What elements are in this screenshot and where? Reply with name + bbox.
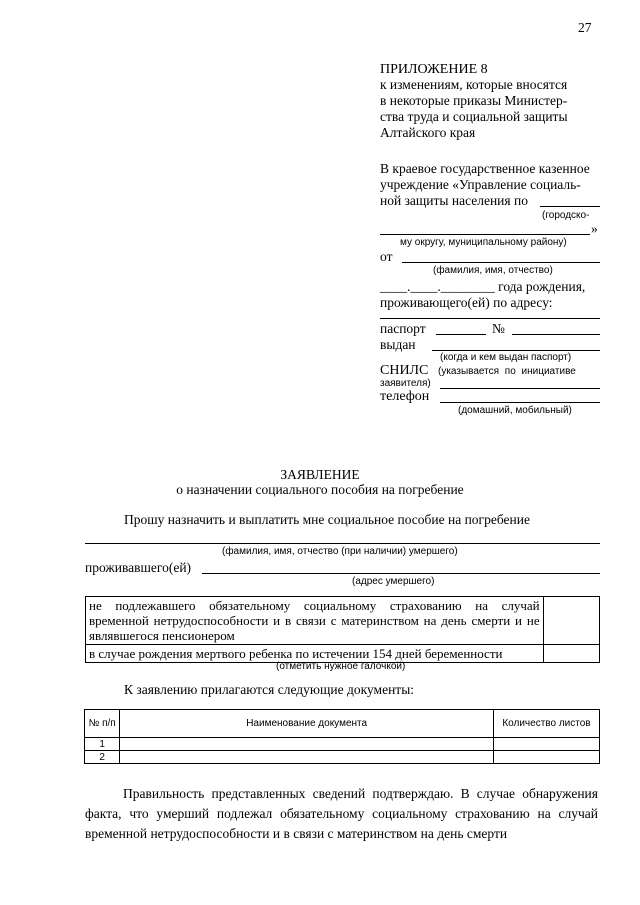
option-1-text: не подлежавшего обязательному социальному страхованию на случай временной нетрудоспособности и в связи с материнством на день смерти и не являвшегося пенсионером bbox=[86, 597, 544, 645]
table-row bbox=[85, 751, 600, 764]
from-label: от bbox=[380, 249, 393, 264]
confirmation-paragraph: Правильность представленных сведений подтверждаю. В случае обнаружения факта, что умерший подлежал обязательному социальному страхованию на случай временной нетрудоспособности и в связи с материнством на день смерти bbox=[85, 786, 598, 841]
row-document-name[interactable] bbox=[120, 751, 494, 764]
district-field[interactable] bbox=[540, 206, 600, 207]
appendix-line: ства труда и социальной защиты bbox=[380, 109, 568, 124]
header-number: № п/п bbox=[85, 710, 120, 738]
phone-field[interactable] bbox=[440, 402, 600, 403]
row-page-count[interactable] bbox=[493, 751, 599, 764]
documents-table bbox=[84, 709, 600, 764]
passport-series-field[interactable] bbox=[436, 334, 486, 335]
options-table bbox=[85, 596, 600, 663]
birth-date-line[interactable]: ____.____.________ года рождения, bbox=[380, 279, 586, 294]
application-subtitle: о назначении социального пособия на погребение bbox=[176, 482, 464, 497]
issued-label: выдан bbox=[380, 337, 416, 352]
passport-label: паспорт bbox=[380, 321, 426, 336]
appendix-title: ПРИЛОЖЕНИЕ 8 bbox=[380, 62, 488, 77]
addressee-line: В краевое государственное казенное bbox=[380, 161, 590, 176]
row-page-count[interactable] bbox=[493, 738, 599, 751]
deceased-name-hint: (фамилия, имя, отчество (при наличии) умершего) bbox=[222, 546, 458, 557]
passport-number-field[interactable] bbox=[512, 334, 600, 335]
table-row bbox=[85, 738, 600, 751]
quote-close: » bbox=[591, 221, 598, 236]
deceased-address-hint: (адрес умершего) bbox=[352, 576, 435, 587]
address-label: проживающего(ей) по адресу: bbox=[380, 295, 553, 310]
district-field-continued[interactable] bbox=[380, 234, 590, 235]
addressee-line: ной защиты населения по bbox=[380, 193, 528, 208]
row-number: 1 bbox=[85, 738, 120, 751]
applicant-name-field[interactable] bbox=[402, 262, 600, 263]
district-hint: (городско- bbox=[542, 210, 590, 221]
snils-hint-continued: заявителя) bbox=[380, 378, 431, 389]
applicant-address-field[interactable] bbox=[380, 318, 600, 319]
lived-label: проживавшего(ей) bbox=[85, 560, 192, 575]
phone-hint: (домашний, мобильный) bbox=[458, 405, 572, 416]
deceased-address-field[interactable] bbox=[202, 573, 600, 574]
application-title: ЗАЯВЛЕНИЕ bbox=[280, 467, 360, 482]
passport-issued-field[interactable] bbox=[432, 350, 600, 351]
row-document-name[interactable] bbox=[120, 738, 494, 751]
option-1-checkbox[interactable] bbox=[543, 597, 599, 645]
number-label: № bbox=[492, 321, 505, 336]
option-2-text: в случае рождения мертвого ребенка по истечении 154 дней беременности bbox=[86, 645, 544, 663]
addressee-line: учреждение «Управление социаль- bbox=[380, 177, 581, 192]
page-number: 27 bbox=[578, 20, 592, 35]
snils-field[interactable] bbox=[440, 388, 600, 389]
snils-label: СНИЛС bbox=[380, 363, 429, 378]
district-hint-continued: му округу, муниципальному району) bbox=[400, 237, 567, 248]
appendix-line: в некоторые приказы Министер- bbox=[380, 93, 568, 108]
attachments-intro: К заявлению прилагаются следующие документы: bbox=[124, 682, 415, 697]
request-text: Прошу назначить и выплатить мне социальное пособие на погребение bbox=[124, 512, 530, 527]
snils-hint: (указывается по инициативе bbox=[438, 366, 576, 377]
phone-label: телефон bbox=[380, 389, 430, 404]
header-document-name: Наименование документа bbox=[120, 710, 494, 738]
check-hint: (отметить нужное галочкой) bbox=[276, 661, 406, 672]
option-2-checkbox[interactable] bbox=[543, 645, 599, 663]
header-page-count: Количество листов bbox=[493, 710, 599, 738]
deceased-name-field[interactable] bbox=[85, 543, 600, 544]
issued-hint: (когда и кем выдан паспорт) bbox=[440, 352, 572, 363]
row-number: 2 bbox=[85, 751, 120, 764]
appendix-line: Алтайского края bbox=[380, 125, 476, 140]
appendix-line: к изменениям, которые вносятся bbox=[380, 77, 568, 92]
name-hint: (фамилия, имя, отчество) bbox=[433, 265, 553, 276]
